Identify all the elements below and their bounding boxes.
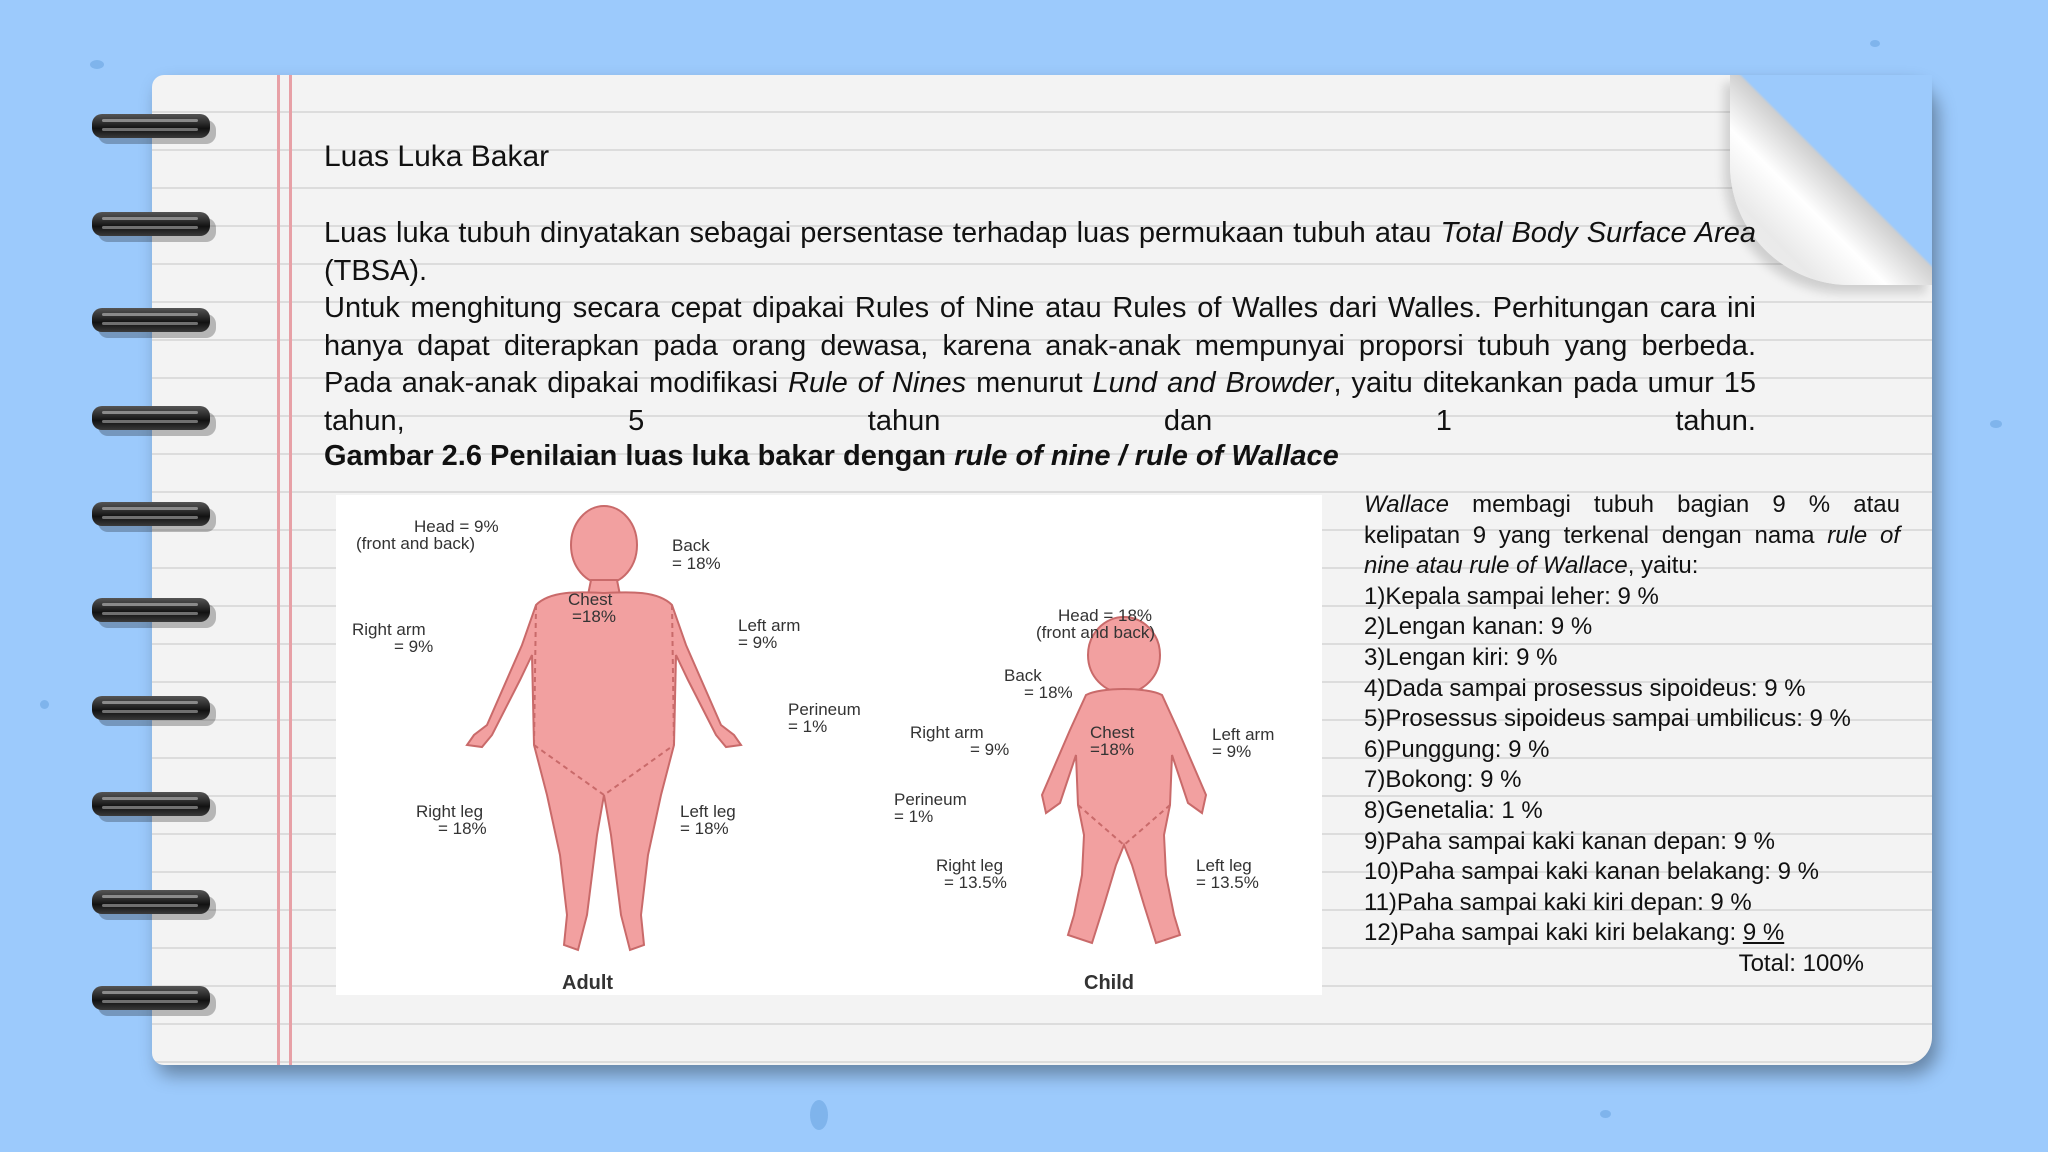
paragraph-italic: Total Body Surface Area xyxy=(1440,217,1756,249)
paragraph-text: menurut xyxy=(966,367,1093,399)
spiral-ring xyxy=(92,986,220,1016)
page-title: Luas Luka Bakar xyxy=(324,140,550,173)
child-right-leg-value: = 13.5% xyxy=(944,873,1007,892)
adult-right-arm-value: = 9% xyxy=(394,637,434,656)
paragraph-text: (TBSA). xyxy=(324,254,428,287)
child-back-label: Back xyxy=(1004,666,1042,685)
rule-of-nines-figure xyxy=(336,495,1322,995)
child-head-label: Head = 18% xyxy=(1058,606,1153,625)
list-item-value: 9 % xyxy=(1742,919,1785,947)
adult-back-label: Back xyxy=(672,536,710,555)
spiral-ring xyxy=(92,792,220,822)
child-left-leg-value: = 13.5% xyxy=(1196,873,1259,892)
list-item: 7)Bokong: 9 % xyxy=(1364,766,1522,794)
paragraph-text: Luas luka tubuh dinyatakan sebagai persentase terhadap luas permukaan tubuh atau xyxy=(324,217,1441,249)
child-right-arm-value: = 9% xyxy=(970,740,1010,759)
child-right-leg-label: Right leg xyxy=(936,856,1004,875)
list-item: 11)Paha sampai kaki kiri depan: 9 % xyxy=(1364,888,1752,916)
wallace-intro-italic: Wallace xyxy=(1364,491,1449,518)
adult-head-label: Head = 9% xyxy=(414,517,499,536)
adult-right-leg-label: Right leg xyxy=(416,802,484,821)
adult-chest-label: Chest xyxy=(568,590,613,609)
background-speck xyxy=(40,700,49,709)
paragraph-block xyxy=(324,290,1756,440)
adult-head xyxy=(571,506,637,584)
child-head-sub-label: (front and back) xyxy=(1036,623,1156,642)
list-item xyxy=(1364,918,1900,949)
adult-right-leg-value: = 18% xyxy=(438,819,487,838)
child-chest-label: Chest xyxy=(1090,723,1135,742)
spiral-ring xyxy=(92,598,220,628)
list-item: 2)Lengan kanan: 9 % xyxy=(1364,613,1593,641)
margin-line xyxy=(277,75,280,1065)
background-speck xyxy=(1600,1110,1611,1118)
spiral-ring xyxy=(92,696,220,726)
spiral-ring xyxy=(92,212,220,242)
background-speck xyxy=(90,60,104,69)
adult-left-leg-value: = 18% xyxy=(680,819,729,838)
figure-caption xyxy=(324,440,1339,473)
list-item: 4)Dada sampai prosessus sipoideus: 9 % xyxy=(1364,674,1806,702)
wallace-intro xyxy=(1364,490,1900,582)
background-speck xyxy=(810,1100,828,1130)
child-chest-value: =18% xyxy=(1090,740,1134,759)
adult-left-leg-label: Left leg xyxy=(680,802,736,821)
child-right-arm-label: Right arm xyxy=(910,723,984,742)
list-item: 10)Paha sampai kaki kanan belakang: 9 % xyxy=(1364,858,1819,886)
spiral-ring xyxy=(92,502,220,532)
intro-paragraph xyxy=(324,215,1756,440)
adult-back-value: = 18% xyxy=(672,554,721,573)
child-left-arm-value: = 9% xyxy=(1212,742,1252,761)
adult-perineum-label: Perineum xyxy=(788,700,861,719)
list-item: 6)Punggung: 9 % xyxy=(1364,735,1550,763)
adult-chest-value: =18% xyxy=(572,607,616,626)
paragraph-italic: Lund and Browder xyxy=(1092,367,1334,399)
body-diagram-svg xyxy=(336,495,1322,995)
list-item: 8)Genetalia: 1 % xyxy=(1364,796,1543,824)
child-left-leg-label: Left leg xyxy=(1196,856,1252,875)
margin-line xyxy=(289,75,292,1065)
list-item: 5)Prosessus sipoideus sampai umbilicus: 9 % xyxy=(1364,705,1851,733)
adult-left-arm-value: = 9% xyxy=(738,633,778,652)
adult-label: Adult xyxy=(562,972,614,994)
background-speck xyxy=(1870,40,1880,47)
wallace-intro-text: membagi tubuh bagian 9 % atau kelipatan 9 yang terkenal dengan nama xyxy=(1364,491,1900,549)
wallace-intro-italic: rule of nine atau rule of Wallace xyxy=(1364,521,1900,580)
list-item: 3)Lengan kiri: 9 % xyxy=(1364,643,1558,671)
caption-text: Gambar 2.6 Penilaian luas luka bakar dengan xyxy=(324,440,955,472)
child-figure xyxy=(1042,617,1206,943)
child-left-arm-label: Left arm xyxy=(1212,725,1275,744)
child-back-value: = 18% xyxy=(1024,683,1073,702)
paragraph-text: Untuk menghitung secara cepat dipakai Rules of Nine atau Rules of Walles dari Walles. Perhitungan cara ini hanya dapat diterapkan pada orang dewasa, karena anak-anak mempunyai proporsi tubuh yang berbeda. Pada anak-anak dipakai modifikasi xyxy=(324,292,1756,399)
adult-left-arm-label: Left arm xyxy=(738,616,801,635)
child-perineum-label: Perineum xyxy=(894,790,967,809)
spiral-ring xyxy=(92,114,220,144)
caption-italic: rule of nine / rule of Wallace xyxy=(954,440,1339,472)
list-item: 1)Kepala sampai leher: 9 % xyxy=(1364,582,1659,610)
wallace-intro-text: , yaitu: xyxy=(1627,552,1699,580)
list-item-text: 12)Paha sampai kaki kiri belakang: xyxy=(1364,919,1743,947)
child-perineum-value: = 1% xyxy=(894,807,934,826)
paragraph-text: , yaitu ditekankan pada umur 15 tahun, 5 tahun dan 1 tahun. xyxy=(324,367,1757,437)
spiral-ring xyxy=(92,308,220,338)
background-speck xyxy=(1990,420,2002,428)
paragraph-italic: Rule of Nines xyxy=(788,367,967,399)
adult-body xyxy=(467,592,741,950)
adult-right-arm-label: Right arm xyxy=(352,620,426,639)
list-item: 9)Paha sampai kaki kanan depan: 9 % xyxy=(1364,827,1775,855)
total-line: Total: 100% xyxy=(1738,949,1864,977)
adult-head-sub-label: (front and back) xyxy=(356,534,476,553)
child-label: Child xyxy=(1084,972,1134,994)
spiral-ring xyxy=(92,406,220,436)
adult-perineum-value: = 1% xyxy=(788,717,828,736)
spiral-ring xyxy=(92,890,220,920)
wallace-list xyxy=(1364,490,1900,980)
